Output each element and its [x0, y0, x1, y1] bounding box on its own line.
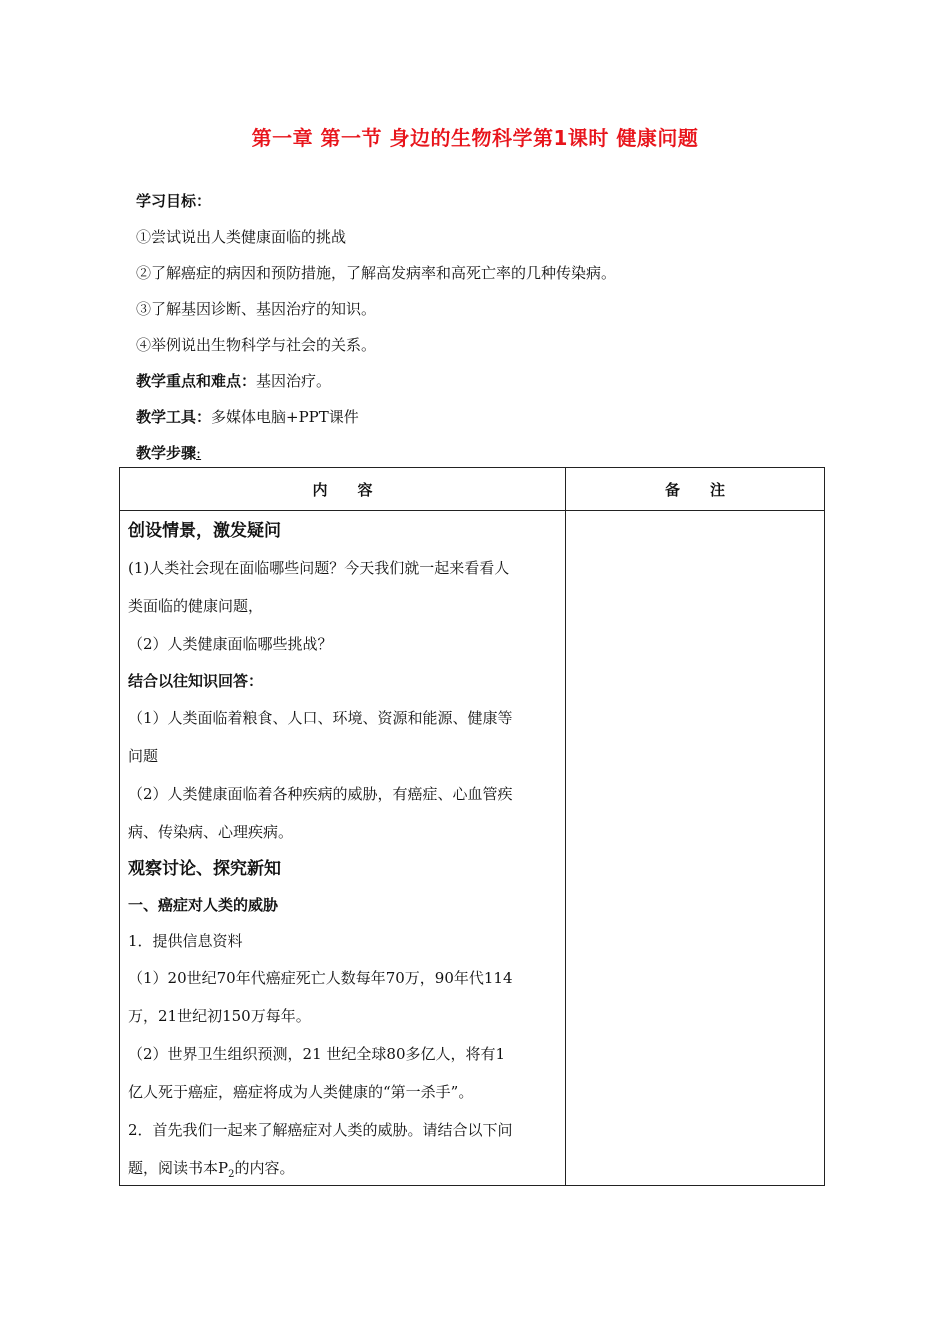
answer-1-line-2: 问题: [128, 747, 159, 765]
header-content: 内 容: [120, 468, 566, 511]
subsection1-heading: 一、癌症对人类的威胁: [128, 896, 279, 914]
header-notes: 备 注: [566, 468, 825, 511]
question-1-line-2: 类面临的健康问题，: [128, 597, 264, 615]
steps-line: [136, 435, 836, 471]
answer-2-line-2: 病、传染病、心理疾病。: [128, 823, 294, 841]
info-1-line-2: 万，21世纪初150万每年。: [128, 1007, 311, 1025]
notes-cell: [566, 511, 825, 1186]
table-header-row: [120, 468, 825, 511]
answer-2-line-1: （2）人类健康面临着各种疾病的威胁，有癌症、心血管疾: [128, 785, 513, 803]
info-2-line-1: （2）世界卫生组织预测，21 世纪全球80多亿人，将有1: [128, 1045, 506, 1063]
tools-value: 多媒体电脑+PPT课件: [211, 408, 359, 426]
document-title: 第一章 第一节 身边的生物科学第1课时 健康问题: [251, 126, 699, 150]
steps-table: [119, 467, 825, 1186]
question-1-line-1: (1)人类社会现在面临哪些问题？今天我们就一起来看看人: [128, 559, 510, 577]
key-point-value: 基因治疗。: [256, 372, 332, 390]
table-body-row: [120, 511, 825, 1186]
answer-heading: 结合以往知识回答：: [128, 672, 264, 690]
item-2-suffix: 的内容。: [234, 1159, 295, 1177]
info-2-line-2: 亿人死于癌症，癌症将成为人类健康的“第一杀手”。: [128, 1083, 474, 1101]
question-2: （2）人类健康面临哪些挑战？: [128, 635, 333, 653]
tools-label: 教学工具：: [136, 408, 212, 426]
item-2-prefix: 题，阅读书本P: [128, 1159, 229, 1177]
answer-1-line-1: （1）人类面临着粮食、人口、环境、资源和能源、健康等: [128, 709, 513, 727]
item-2-line-2: [128, 1149, 557, 1194]
section2-heading: 观察讨论、探究新知: [128, 859, 281, 879]
goal-item-2: ②了解癌症的病因和预防措施，了解高发病率和高死亡率的几种传染病。: [136, 264, 617, 282]
goal-item-3: ③了解基因诊断、基因治疗的知识。: [136, 300, 377, 318]
content-cell: [120, 511, 566, 1186]
item-2-line-1: 2．首先我们一起来了解癌症对人类的威胁。请结合以下问: [128, 1121, 513, 1139]
key-point-label: 教学重点和难点：: [136, 372, 257, 390]
intro-section: [136, 183, 836, 471]
item-2-subscript: 2: [228, 1169, 235, 1180]
key-point-line: [136, 363, 836, 399]
steps-colon: :: [196, 444, 202, 462]
item-1: 1．提供信息资料: [128, 932, 243, 950]
goals-label: 学习目标：: [136, 192, 212, 210]
goal-item-4: ④举例说出生物科学与社会的关系。: [136, 336, 377, 354]
goal-item-1: ①尝试说出人类健康面临的挑战: [136, 228, 347, 246]
steps-label: 教学步骤: [136, 444, 197, 462]
info-1-line-1: （1）20世纪70年代癌症死亡人数每年70万，90年代114: [128, 969, 513, 987]
section1-heading: 创设情景，激发疑问: [128, 521, 281, 541]
tools-line: [136, 399, 836, 435]
